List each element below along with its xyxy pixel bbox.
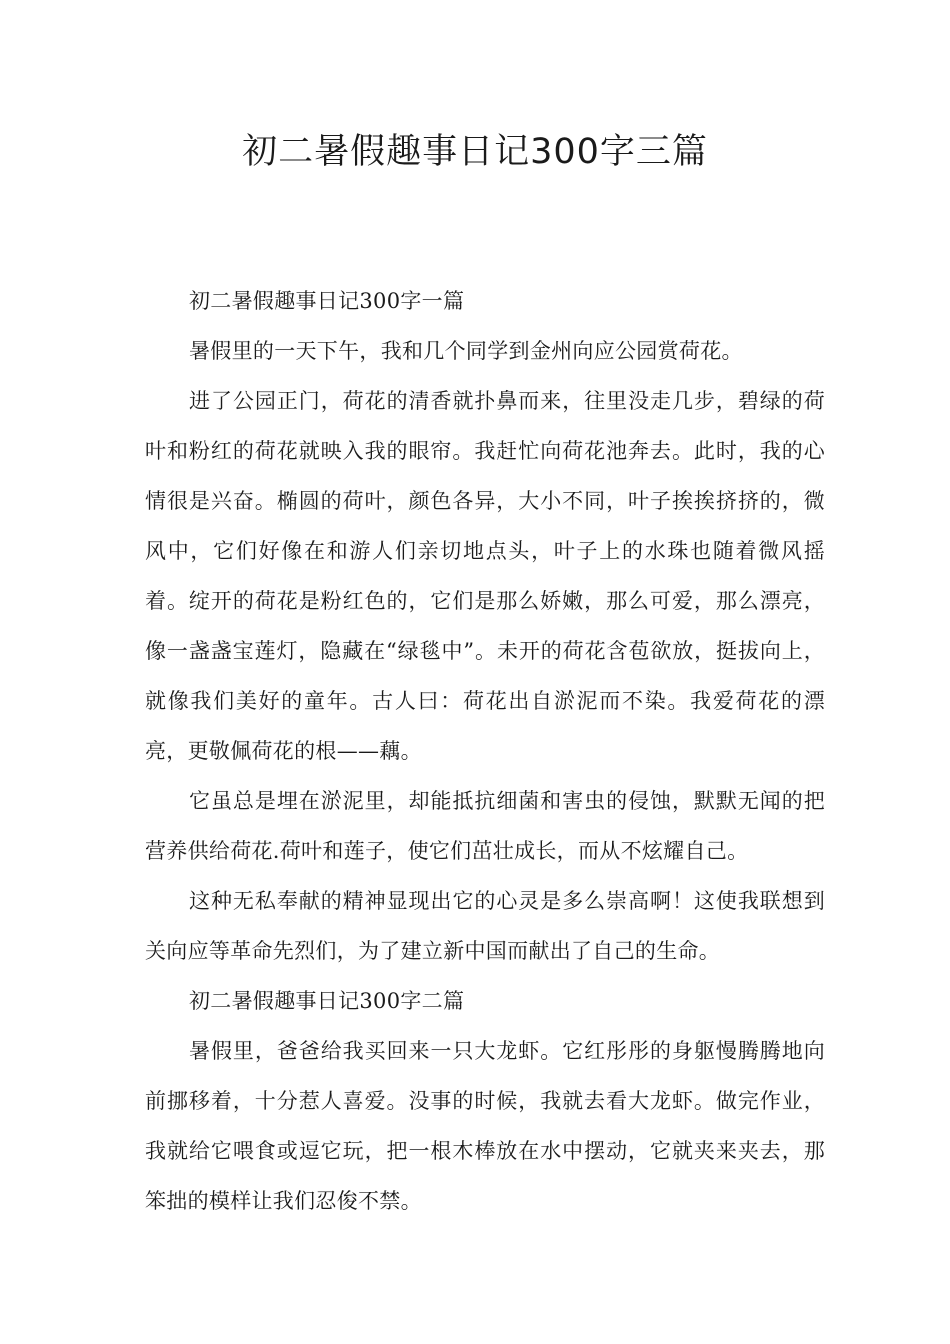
paragraph: 暑假里，爸爸给我买回来一只大龙虾。它红彤彤的身躯慢腾腾地向前挪移着，十分惹人喜爱。没事的时候，我就去看大龙虾。做完作业，我就给它喂食或逗它玩，把一根木棒放在水中摆动，它就夹来夹去，那笨拙的模样让我们忍俊不禁。 — [145, 1039, 825, 1213]
paragraph: 进了公园正门，荷花的清香就扑鼻而来，往里没走几步，碧绿的荷叶和粉红的荷花就映入我的眼帘。我赶忙向荷花池奔去。此时，我的心情很是兴奋。椭圆的荷叶，颜色各异，大小不同，叶子挨挨挤挤的，微风中，它们好像在和游人们亲切地点头，叶子上的水珠也随着微风摇着。绽开的荷花是粉红色的，它们是那么娇嫩，那么可爱，那么漂亮，像一盏盏宝莲灯，隐藏在“绿毯中”。未开的荷花含苞欲放，挺拔向上，就像我们美好的童年。古人曰：荷花出自淤泥而不染。我爱荷花的漂亮，更敬佩荷花的根——藕。 — [145, 389, 825, 763]
paragraph: 暑假里的一天下午，我和几个同学到金州向应公园赏荷花。 — [189, 339, 743, 363]
document-title: 初二暑假趣事日记300字三篇 — [242, 132, 708, 172]
paragraph: 它虽总是埋在淤泥里，却能抵抗细菌和害虫的侵蚀，默默无闻的把营养供给荷花.荷叶和莲子，使它们茁壮成长，而从不炫耀自己。 — [145, 789, 825, 863]
paragraph: 这种无私奉献的精神显现出它的心灵是多么崇高啊！这使我联想到关向应等革命先烈们，为了建立新中国而献出了自己的生命。 — [145, 889, 825, 963]
document-body — [145, 276, 825, 1226]
section-heading-1: 初二暑假趣事日记300字一篇 — [189, 289, 465, 313]
section-heading-2: 初二暑假趣事日记300字二篇 — [189, 989, 465, 1013]
